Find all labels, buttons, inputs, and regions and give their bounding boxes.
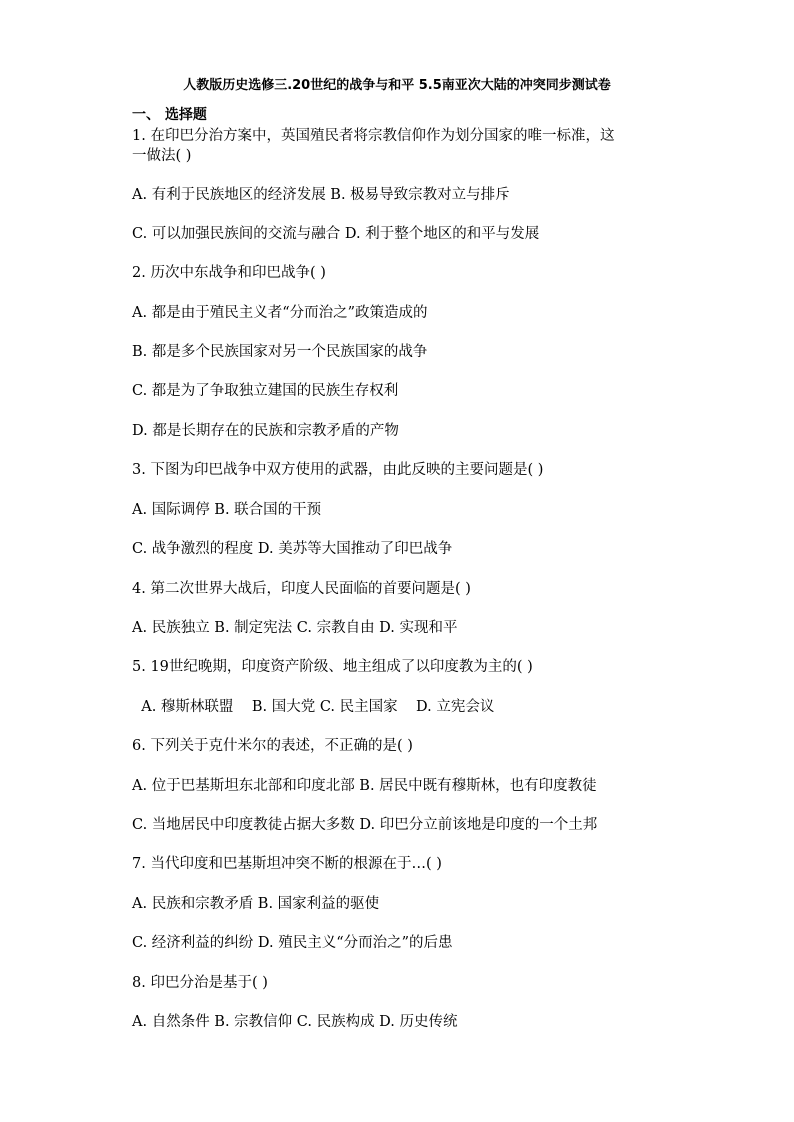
question-7-stem: 7. 当代印度和巴基斯坦冲突不断的根源在于…( ) [132,856,442,872]
question-1-stem-line-2: 一做法( ) [132,148,192,164]
question-3-options-cd: C. 战争激烈的程度 D. 美苏等大国推动了印巴战争 [132,541,453,557]
question-2-stem: 2. 历次中东战争和印巴战争( ) [132,265,326,281]
question-4-stem: 4. 第二次世界大战后，印度人民面临的首要问题是( ) [132,581,471,597]
document-title: 人教版历史选修三.20世纪的战争与和平 5.5南亚次大陆的冲突同步测试卷 [183,78,611,93]
question-6-stem: 6. 下列关于克什米尔的表述，不正确的是( ) [132,738,413,754]
question-6-options-ab: A. 位于巴基斯坦东北部和印度北部 B. 居民中既有穆斯林，也有印度教徒 [132,778,597,794]
question-2-option-b: B. 都是多个民族国家对另一个民族国家的战争 [132,344,428,360]
question-1-options-cd: C. 可以加强民族间的交流与融合 D. 利于整个地区的和平与发展 [132,226,540,242]
section-heading: 一、 选择题 [132,107,207,123]
question-1-stem-line-1: 1. 在印巴分治方案中，英国殖民者将宗教信仰作为划分国家的唯一标准，这 [132,128,615,144]
question-4-options: A. 民族独立 B. 制定宪法 C. 宗教自由 D. 实现和平 [132,620,458,636]
question-2-option-a: A. 都是由于殖民主义者“分而治之”政策造成的 [132,305,428,321]
question-1-options-ab: A. 有利于民族地区的经济发展 B. 极易导致宗教对立与排斥 [132,187,510,203]
question-7-options-cd: C. 经济利益的纠纷 D. 殖民主义“分而治之”的后患 [132,935,453,951]
question-6-options-cd: C. 当地居民中印度教徒占据大多数 D. 印巴分立前该地是印度的一个土邦 [132,817,598,833]
question-7-options-ab: A. 民族和宗教矛盾 B. 国家利益的驱使 [132,896,380,912]
question-8-options: A. 自然条件 B. 宗教信仰 C. 民族构成 D. 历史传统 [132,1014,458,1030]
question-3-options-ab: A. 国际调停 B. 联合国的干预 [132,502,322,518]
question-5-stem: 5. 19世纪晚期，印度资产阶级、地主组成了以印度教为主的( ) [132,659,533,675]
question-3-stem: 3. 下图为印巴战争中双方使用的武器，由此反映的主要问题是( ) [132,462,544,478]
question-2-option-c: C. 都是为了争取独立建国的民族生存权利 [132,383,399,399]
question-5-options: A. 穆斯林联盟 B. 国大党 C. 民主国家 D. 立宪会议 [132,699,495,715]
question-8-stem: 8. 印巴分治是基于( ) [132,975,268,991]
question-2-option-d: D. 都是长期存在的民族和宗教矛盾的产物 [132,423,399,439]
